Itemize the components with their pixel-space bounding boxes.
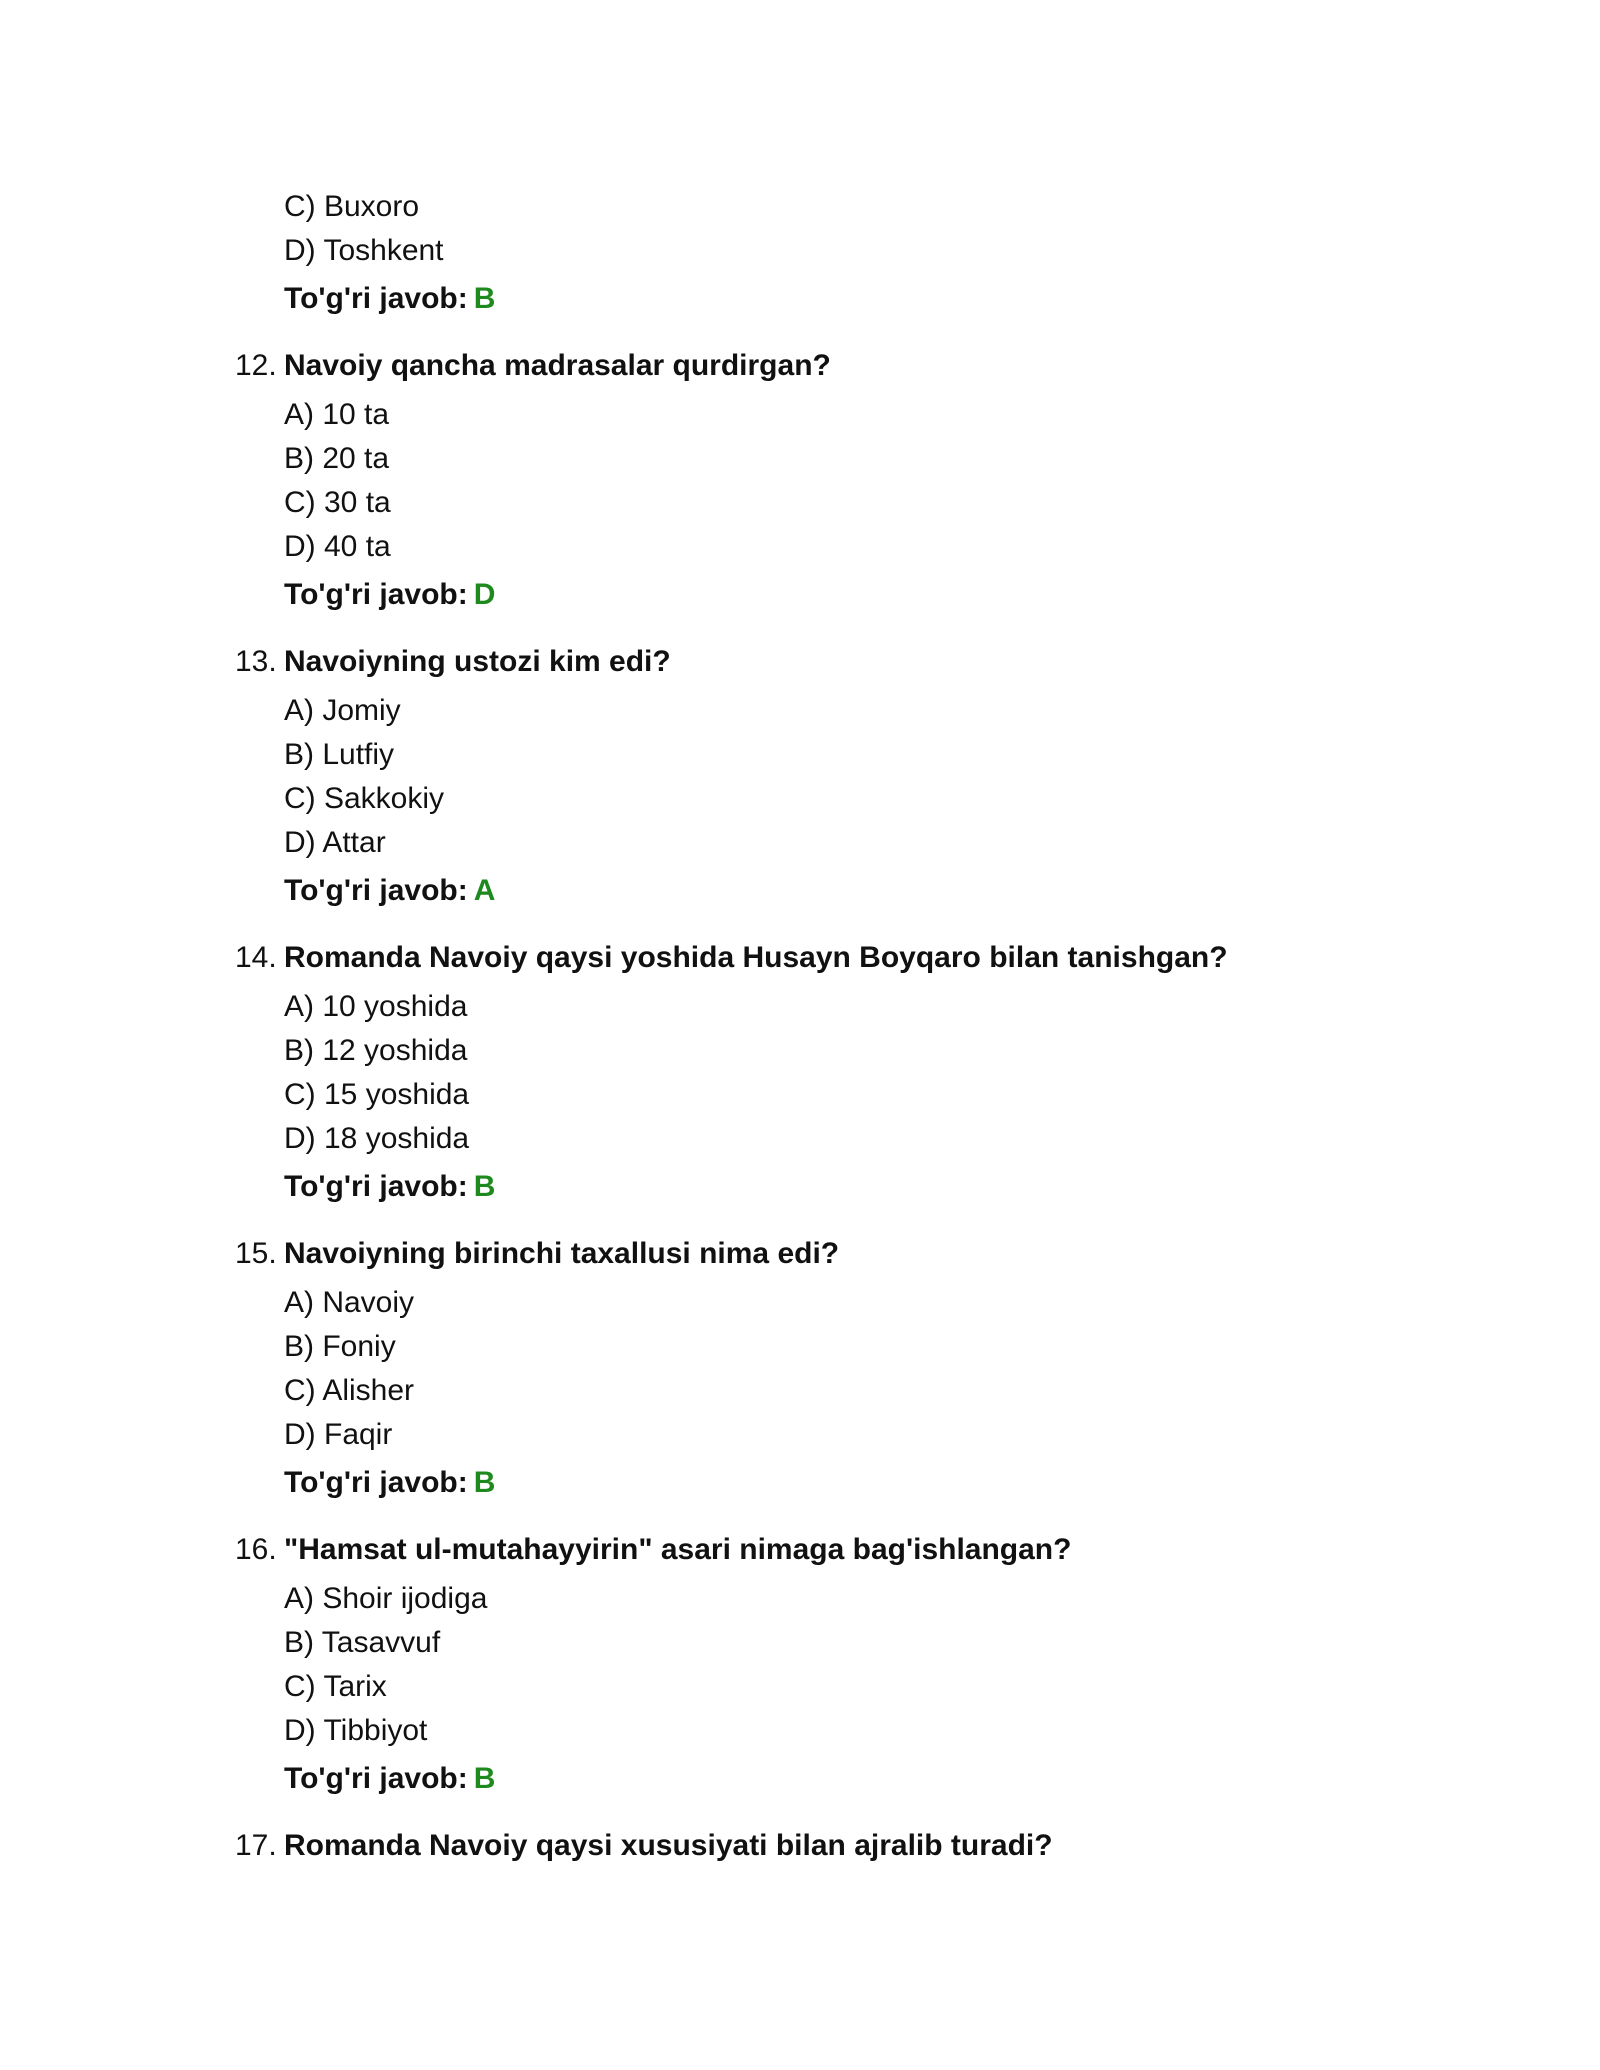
answer-label: To'g'ri javob:: [284, 874, 468, 907]
question-number: 15.: [235, 1237, 277, 1270]
option-d: D) Toshkent: [284, 234, 444, 267]
options-list: [284, 1577, 1435, 1801]
answer-value: A: [473, 874, 496, 907]
question-11-continuation: [235, 185, 1435, 321]
answer-label: To'g'ri javob:: [284, 1762, 468, 1795]
question-text: Navoiyning birinchi taxallusi nima edi?: [284, 1237, 840, 1270]
question-text: Navoiyning ustozi kim edi?: [284, 645, 671, 678]
question-17: [235, 1823, 1435, 1869]
question-text: Romanda Navoiy qaysi yoshida Husayn Boyqaro bilan tanishgan?: [284, 941, 1228, 974]
option-d: D) 40 ta: [284, 530, 391, 563]
option-b: B) Foniy: [284, 1330, 396, 1363]
question-12: [235, 343, 1435, 617]
option-d: D) 18 yoshida: [284, 1122, 470, 1155]
correct-answer: [284, 869, 1435, 913]
answer-value: B: [473, 282, 496, 315]
option-c: C) 15 yoshida: [284, 1078, 470, 1111]
options-list: [284, 689, 1435, 913]
options-list: [284, 985, 1435, 1209]
question-number: 12.: [235, 349, 277, 382]
option-c: C) Tarix: [284, 1670, 387, 1703]
option-a: A) 10 yoshida: [284, 990, 468, 1023]
question-number: 13.: [235, 645, 277, 678]
option-c: C) Sakkokiy: [284, 782, 445, 815]
options-list: [284, 1281, 1435, 1505]
option-a: A) Shoir ijodiga: [284, 1582, 488, 1615]
answer-value: B: [473, 1762, 496, 1795]
answer-value: D: [473, 578, 496, 611]
question-number: 14.: [235, 941, 277, 974]
answer-label: To'g'ri javob:: [284, 578, 468, 611]
question-heading: [235, 1527, 1435, 1573]
option-c: C) Buxoro: [284, 190, 420, 223]
option-a: A) 10 ta: [284, 398, 390, 431]
option-d: D) Faqir: [284, 1418, 393, 1451]
answer-label: To'g'ri javob:: [284, 1466, 468, 1499]
question-text: "Hamsat ul-mutahayyirin" asari nimaga bag'ishlangan?: [284, 1533, 1072, 1566]
question-13: [235, 639, 1435, 913]
question-heading: [235, 1231, 1435, 1277]
correct-answer: [284, 1461, 1435, 1505]
correct-answer: [284, 1757, 1435, 1801]
answer-label: To'g'ri javob:: [284, 282, 468, 315]
answer-label: To'g'ri javob:: [284, 1170, 468, 1203]
question-number: 16.: [235, 1533, 277, 1566]
option-a: A) Navoiy: [284, 1286, 415, 1319]
question-text: Romanda Navoiy qaysi xususiyati bilan ajralib turadi?: [284, 1829, 1053, 1862]
answer-value: B: [473, 1170, 496, 1203]
question-heading: [235, 343, 1435, 389]
option-d: D) Tibbiyot: [284, 1714, 428, 1747]
question-number: 17.: [235, 1829, 277, 1862]
question-heading: [235, 639, 1435, 685]
options-list: [284, 185, 1435, 321]
question-15: [235, 1231, 1435, 1505]
correct-answer: [284, 1165, 1435, 1209]
question-text: Navoiy qancha madrasalar qurdirgan?: [284, 349, 831, 382]
option-b: B) 12 yoshida: [284, 1034, 468, 1067]
option-b: B) Lutfiy: [284, 738, 395, 771]
option-b: B) 20 ta: [284, 442, 390, 475]
question-heading: [235, 1823, 1435, 1869]
answer-value: B: [473, 1466, 496, 1499]
question-heading: [235, 935, 1435, 981]
option-a: A) Jomiy: [284, 694, 401, 727]
question-14: [235, 935, 1435, 1209]
option-d: D) Attar: [284, 826, 386, 859]
correct-answer: [284, 573, 1435, 617]
quiz-content: [235, 185, 1435, 1873]
question-16: [235, 1527, 1435, 1801]
correct-answer: [284, 277, 1435, 321]
option-c: C) 30 ta: [284, 486, 391, 519]
option-b: B) Tasavvuf: [284, 1626, 441, 1659]
options-list: [284, 393, 1435, 617]
option-c: C) Alisher: [284, 1374, 415, 1407]
